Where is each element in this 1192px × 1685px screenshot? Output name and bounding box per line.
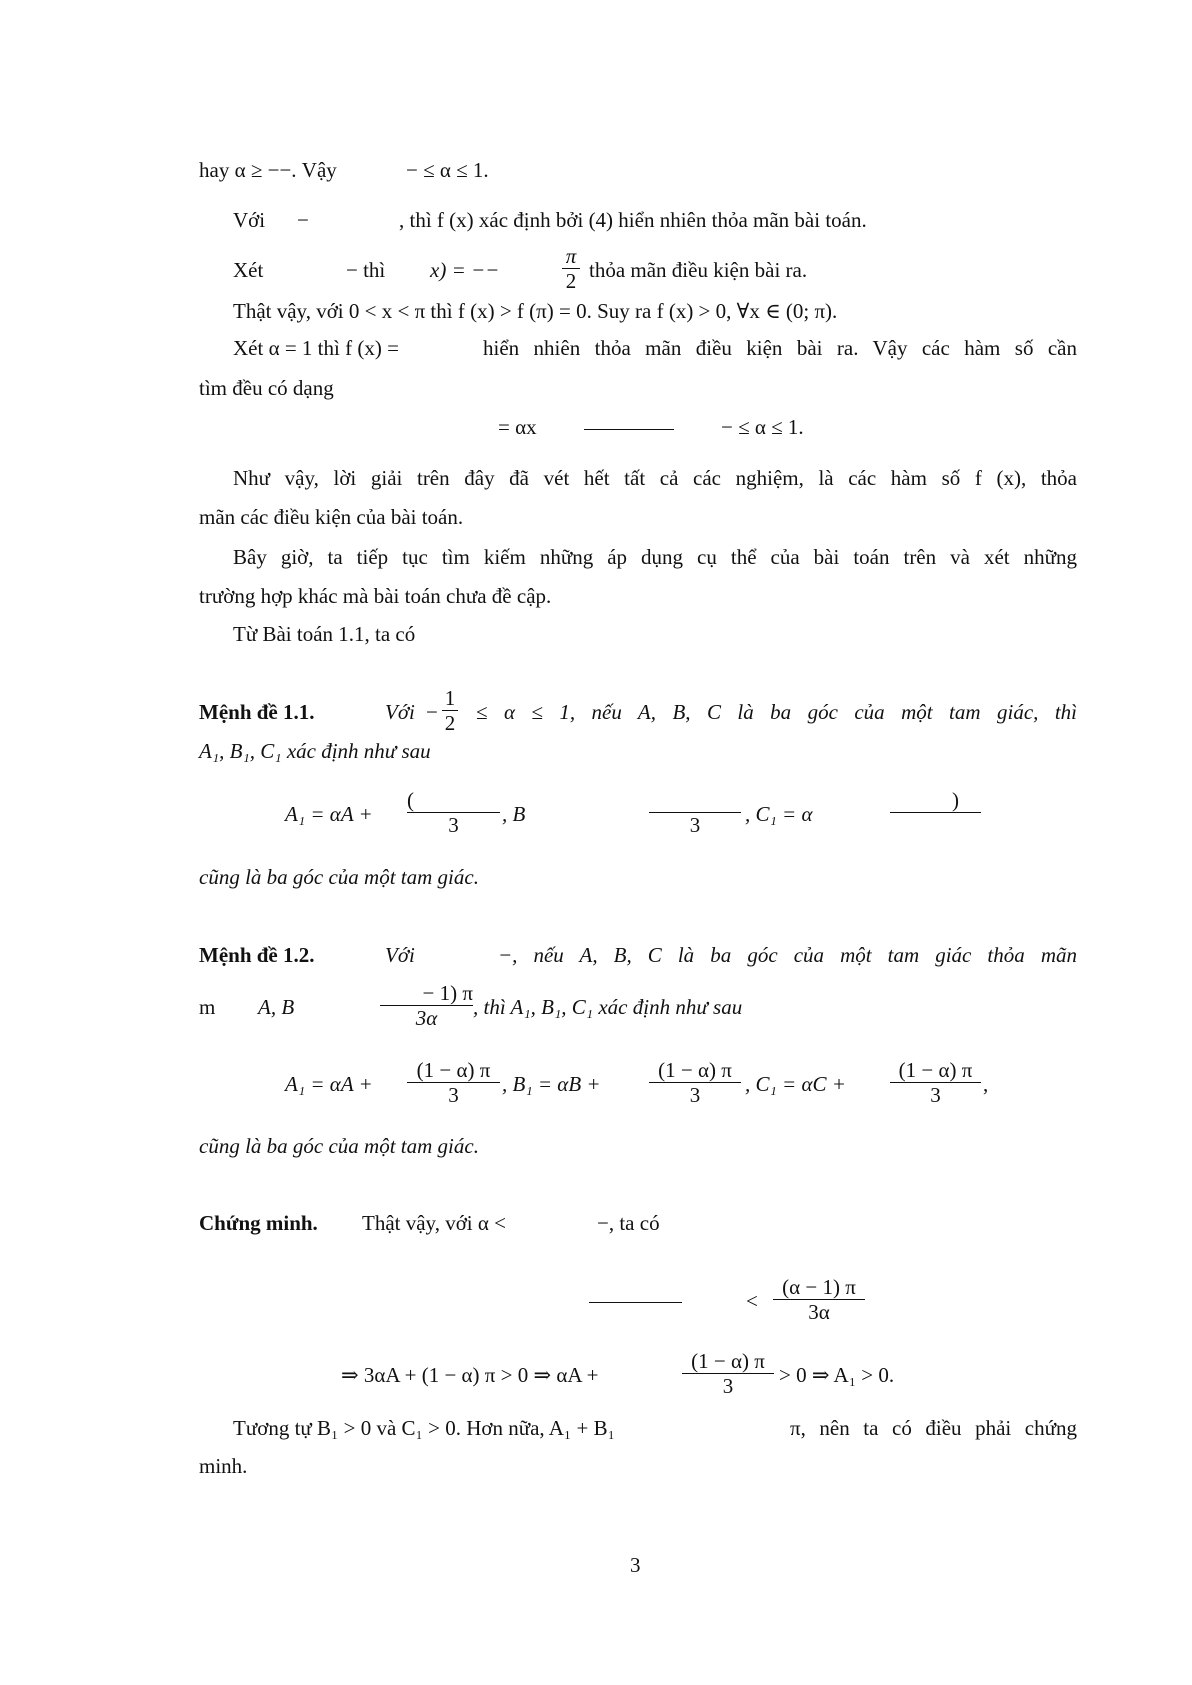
text-line: − thì: [346, 258, 386, 282]
formula: > 0 ⇒ A₁ > 0.: [779, 1363, 895, 1387]
fraction: [890, 1058, 981, 1107]
text-line: Xét: [233, 258, 264, 282]
text-line: −: [297, 208, 309, 232]
page-number: 3: [630, 1553, 641, 1577]
formula: , C₁ = α: [745, 802, 813, 826]
fraction: [682, 1349, 774, 1398]
fraction: [380, 981, 473, 1030]
text-line: A, B: [258, 995, 295, 1019]
denominator: 3α: [415, 1006, 438, 1030]
formula: , C₁ = αC +: [745, 1072, 846, 1096]
numerator: (1 − α) π: [691, 1349, 765, 1373]
numerator: − 1) π: [422, 981, 473, 1005]
text-line: Với: [233, 208, 266, 232]
text-line: −, nếu A, B, C là ba góc của một tam giác thỏa mãn: [498, 943, 1077, 967]
text-line: −, ta có: [597, 1211, 660, 1235]
denominator: 3: [689, 1083, 701, 1107]
text-line: Thật vậy, với 0 < x < π thì f (x) > f (π) = 0. Suy ra f (x) > 0, ∀x ∈ (0; π).: [233, 299, 838, 323]
formula: ⇒ 3αA + (1 − α) π > 0 ⇒ αA +: [341, 1363, 599, 1387]
fraction: [442, 686, 458, 735]
text-line: thỏa mãn điều kiện bài ra.: [589, 258, 808, 282]
numerator: π: [565, 244, 577, 268]
fraction: [407, 788, 500, 837]
paragraph-line: Như vậy, lời giải trên đây đã vét hết tất cả các nghiệm, là các hàm số f (x), thỏa: [233, 466, 1077, 490]
fraction-bar: [584, 429, 674, 430]
formula: A₁ = αA +: [285, 1072, 373, 1096]
text-line: Xét α = 1 thì f (x) =: [233, 336, 399, 360]
denominator: 3: [689, 813, 701, 837]
fraction: [562, 244, 580, 293]
fraction-bar: [589, 1302, 682, 1303]
denominator: 2: [565, 269, 577, 293]
text-line: cũng là ba góc của một tam giác.: [199, 1134, 479, 1158]
formula: − ≤ α ≤ 1.: [721, 415, 804, 439]
text-line: −: [426, 700, 438, 724]
paragraph-line: Bây giờ, ta tiếp tục tìm kiếm những áp dụng cụ thể của bài toán trên và xét những: [233, 545, 1077, 569]
text-line: π, nên ta có điều phải chứng: [790, 1416, 1077, 1440]
text-line: A₁, B₁, C₁ xác định như sau: [199, 739, 431, 763]
text-line: m: [199, 995, 216, 1019]
formula: <: [746, 1289, 758, 1313]
text-line: tìm đều có dạng: [199, 376, 334, 400]
numerator: (1 − α) π: [898, 1058, 973, 1082]
text-line: hiển nhiên thỏa mãn điều kiện bài ra. Vậy các hàm số cần: [483, 336, 1077, 360]
fraction: [773, 1275, 865, 1324]
numerator: (1 − α) π: [658, 1058, 732, 1082]
text-line: Với: [385, 943, 415, 967]
fraction: [890, 788, 981, 837]
denominator: 2: [444, 711, 456, 735]
paragraph-line: mãn các điều kiện của bài toán.: [199, 505, 464, 529]
text-line: , thì A₁, B₁, C₁ xác định như sau: [473, 995, 743, 1019]
paragraph-line: Từ Bài toán 1.1, ta có: [233, 622, 416, 646]
fraction: [407, 1058, 500, 1107]
fraction: [649, 788, 741, 837]
numerator: 1: [444, 686, 456, 710]
fraction: [649, 1058, 741, 1107]
text-line: Với: [385, 700, 415, 724]
text-line: ≤ α ≤ 1, nếu A, B, C là ba góc của một tam giác, thì: [476, 700, 1077, 724]
denominator: 3: [448, 813, 459, 837]
numerator: (α − 1) π: [782, 1275, 856, 1299]
formula: ,: [983, 1072, 989, 1096]
text-line: minh.: [199, 1454, 248, 1478]
formula: = αx: [498, 415, 537, 439]
text-line: hay α ≥ −−. Vậy: [199, 158, 337, 182]
text-line: , thì f (x) xác định bởi (4) hiển nhiên thỏa mãn bài toán.: [399, 208, 867, 232]
formula: , B₁ = αB +: [502, 1072, 601, 1096]
proof-title: Chứng minh.: [199, 1211, 318, 1235]
proposition-title: Mệnh đề 1.1.: [199, 700, 315, 724]
text-line: cũng là ba góc của một tam giác.: [199, 865, 479, 889]
formula: , B: [502, 802, 526, 826]
denominator: 3: [448, 1083, 459, 1107]
text-line: x) = −−: [430, 258, 500, 282]
proposition-title: Mệnh đề 1.2.: [199, 943, 315, 967]
text-line: − ≤ α ≤ 1.: [406, 158, 489, 182]
denominator: 3: [930, 1083, 941, 1107]
denominator: 3: [722, 1374, 734, 1398]
text-line: Thật vậy, với α <: [362, 1211, 506, 1235]
formula: A₁ = αA +: [285, 802, 373, 826]
numerator: (: [407, 788, 414, 812]
numerator: ): [952, 788, 959, 812]
paragraph-line: trường hợp khác mà bài toán chưa đề cập.: [199, 584, 552, 608]
numerator: (1 − α) π: [416, 1058, 491, 1082]
denominator: 3α: [808, 1300, 830, 1324]
text-line: Tương tự B₁ > 0 và C₁ > 0. Hơn nữa, A₁ + B₁: [233, 1416, 615, 1440]
